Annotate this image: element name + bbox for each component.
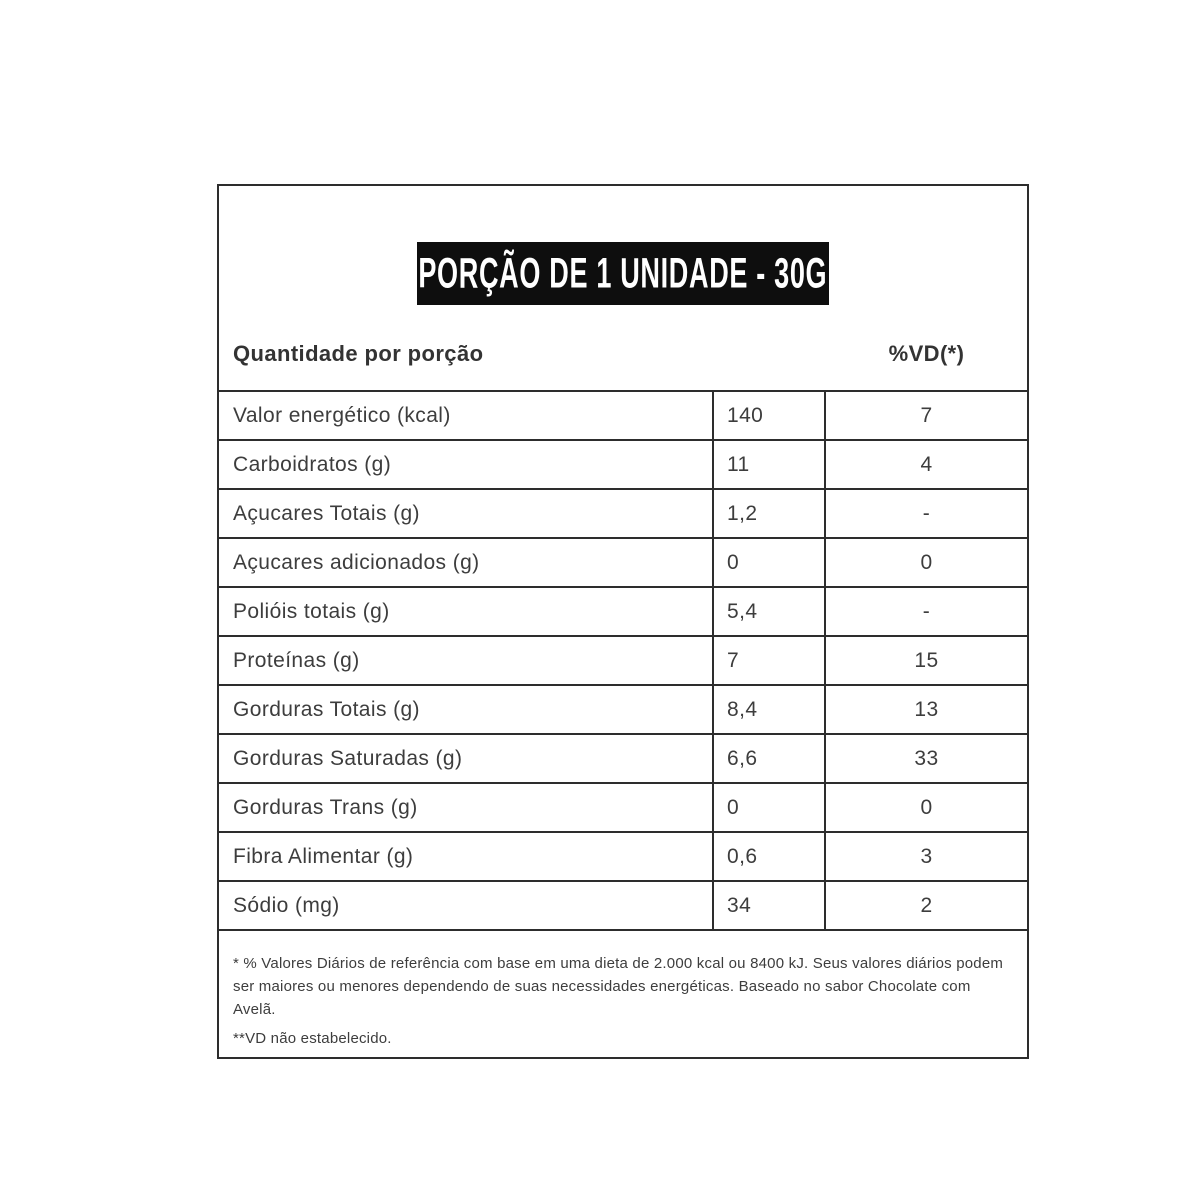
nutrient-label: Valor energético (kcal) <box>233 403 451 427</box>
nutrient-value: 5,4 <box>712 588 826 635</box>
nutrient-label: Açucares adicionados (g) <box>233 550 480 574</box>
table-row <box>219 782 1027 831</box>
table-row <box>219 831 1027 880</box>
nutrient-label: Sódio (mg) <box>233 893 340 917</box>
nutrient-dv: - <box>922 501 931 525</box>
table-header-row <box>219 336 1027 372</box>
nutrient-dv: 15 <box>914 648 939 672</box>
nutrient-label: Gorduras Saturadas (g) <box>233 746 463 770</box>
nutrient-dv: 33 <box>914 746 939 770</box>
table-row <box>219 488 1027 537</box>
nutrient-value: 11 <box>712 441 826 488</box>
table-row <box>219 586 1027 635</box>
column-header-quantity: Quantidade por porção <box>233 341 484 366</box>
footnote-daily-values: * % Valores Diários de referência com base em uma dieta de 2.000 kcal ou 8400 kJ. Seus valores diários podem ser maiores ou menores dependendo de suas necessidades energéticas. Baseado no sabor Chocolate com Avelã. <box>233 955 1004 1018</box>
nutrient-value: 0,6 <box>712 833 826 880</box>
portion-title-bar <box>417 242 829 305</box>
table-row <box>219 684 1027 733</box>
nutrient-dv: 13 <box>914 697 939 721</box>
nutrient-value: 1,2 <box>712 490 826 537</box>
nutrient-table <box>219 390 1027 931</box>
nutrient-dv: - <box>922 599 931 623</box>
nutrient-label: Gorduras Trans (g) <box>233 795 418 819</box>
nutrient-dv: 4 <box>920 452 933 476</box>
nutrient-dv: 0 <box>920 550 933 574</box>
nutrient-value: 140 <box>712 392 826 439</box>
table-row <box>219 880 1027 929</box>
table-row <box>219 635 1027 684</box>
nutrient-dv: 2 <box>920 893 933 917</box>
nutrient-label: Carboidratos (g) <box>233 452 392 476</box>
nutrient-value: 34 <box>712 882 826 929</box>
nutrient-value: 0 <box>712 784 826 831</box>
nutrient-dv: 0 <box>920 795 933 819</box>
table-row <box>219 537 1027 586</box>
nutrient-label: Proteínas (g) <box>233 648 360 672</box>
footnotes <box>233 952 1011 1050</box>
nutrient-label: Fibra Alimentar (g) <box>233 844 414 868</box>
nutrient-dv: 7 <box>920 403 933 427</box>
nutrient-value: 8,4 <box>712 686 826 733</box>
nutrient-value: 0 <box>712 539 826 586</box>
nutrient-label: Gorduras Totais (g) <box>233 697 420 721</box>
table-row <box>219 439 1027 488</box>
footnote-vd-not-established: **VD não estabelecido. <box>233 1030 392 1047</box>
nutrient-label: Polióis totais (g) <box>233 599 390 623</box>
column-header-vd: %VD(*) <box>888 341 965 366</box>
nutrient-label: Açucares Totais (g) <box>233 501 420 525</box>
nutrient-value: 6,6 <box>712 735 826 782</box>
nutrient-value: 7 <box>712 637 826 684</box>
portion-title: PORÇÃO DE 1 UNIDADE - 30G <box>418 248 828 298</box>
nutrition-facts-table <box>217 184 1029 1059</box>
table-row <box>219 733 1027 782</box>
nutrient-dv: 3 <box>920 844 933 868</box>
table-row <box>219 390 1027 439</box>
